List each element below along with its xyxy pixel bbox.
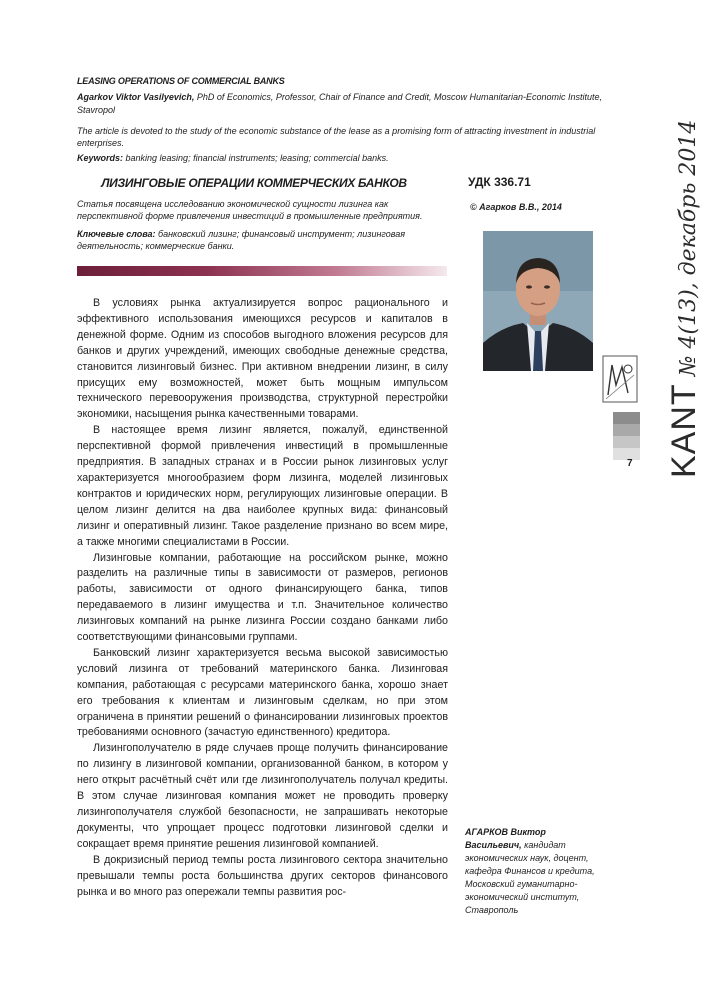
section-divider <box>77 266 447 276</box>
russian-abstract: Статья посвящена исследованию экономической сущности лизинга как перспективной форме привлечения инвестиций в промышленные предприятия. <box>77 199 423 221</box>
author-photo <box>483 231 593 371</box>
russian-keywords-text: банковский лизинг; финансовый инструмент; лизинговая деятельность; коммерческие банки. <box>77 229 406 251</box>
udk-code: УДК 336.71 <box>468 175 531 189</box>
paragraph: Лизингополучателю в ряде случаев проще получить финансирование по лизингу в лизинговой компании, организованной банком, в котором у него открыт расчётный счёт или где лизингополучатель получал кредиты. В этом случае лизинговая компания может не проводить проверку лизингополучателя службой безопасности, не запрашивать некоторые документы, что упрощает процесс подготовки лизинговой сделки и сокращает время принятие решения лизинговой компанией. <box>77 742 448 850</box>
paragraph: В настоящее время лизинг является, пожалуй, единственной перспективной формой привлечения инвестиций в промышленные предприятия. В западных странах и в России рынок лизинговых услуг характеризуется многообразием форм лизинга, моделей лизинговых контрактов и юридических норм, регулирующих лизинговые операции. В целом лизинг делится на два наиболее крупных вида: финансовый лизинг и оперативный лизинг. Такое разделение признано во всем мире, а также многими специалистами в России. <box>77 424 448 548</box>
journal-logo-icon <box>602 355 638 403</box>
english-author-line <box>77 91 604 117</box>
copyright-line: © Агарков В.В., 2014 <box>470 202 562 212</box>
english-keywords <box>77 153 604 163</box>
paragraph: Банковский лизинг характеризуется весьма высокой зависимостью условий лизинга от требований материнского банка. Лизинговая компания, работающая с ресурсами материнского банка, хорошо знает его требования к клиентам и лизинговым сделкам, но при этом ограничена в принятии решений о финансировании лизинговых проектов требованиями основного (зачастую единственного) кредитора. <box>77 646 448 739</box>
paragraph: Лизинговые компании, работающие на российском рынке, можно разделить на различные типы в зависимости от размеров, регионов работы, зависимости от одного финансирующего банка, типов передаваемого в лизинг имущества и т.п. Значительное количество лизинговых компаний на рынке лизинга России создано банками либо соответствующими финансовыми группами. <box>77 551 448 644</box>
english-keywords-text: banking leasing; financial instruments; leasing; commercial banks. <box>123 153 389 163</box>
russian-keywords-label: Ключевые слова: <box>77 229 156 239</box>
article-title: ЛИЗИНГОВЫЕ ОПЕРАЦИИ КОММЕРЧЕСКИХ БАНКОВ <box>101 176 407 190</box>
bio-name: АГАРКОВ Виктор Васильевич, <box>465 827 546 850</box>
swatch <box>613 436 640 448</box>
page-number: 7 <box>627 458 633 469</box>
russian-keywords <box>77 228 447 252</box>
article-body <box>77 296 448 900</box>
english-keywords-label: Keywords: <box>77 153 124 163</box>
author-bio <box>465 826 605 917</box>
journal-banner <box>665 88 705 478</box>
swatch <box>613 412 640 424</box>
author-portrait-illustration <box>483 231 593 371</box>
journal-name: KANT <box>665 383 703 478</box>
bio-details: кандидат экономических наук, доцент, кафедра Финансов и кредита, Московский гуманитарно-экономический институт, Ставрополь <box>465 840 595 915</box>
english-title: LEASING OPERATIONS OF COMMERCIAL BANKS <box>77 76 285 86</box>
english-abstract: The article is devoted to the study of the economic substance of the lease as a promising form of attracting investment in industrial enterprises. <box>77 126 596 148</box>
journal-issue: № 4(13), декабрь 2014 <box>676 119 701 377</box>
swatch <box>613 424 640 436</box>
paragraph: В докризисный период темпы роста лизингового сектора значительно превышали темпы роста большинства других секторов финансового рынка и во много раз опережали темпы развития рос- <box>77 853 448 898</box>
paragraph: В условиях рынка актуализируется вопрос рационального и эффективного использования имеющихся ресурсов и капиталов в денежной форме. Одним из способов выгодного вложения ресурсов для банков и других учреждений, имеющих свободные денежные средства, становится лизинговый бизнес. При активном внедрении лизинг, в силу присущих ему возможностей, может быть мощным импульсом технического перевооружения производства, структурной перестройки экономики, насыщения рынка качественными товарами. <box>77 297 448 421</box>
english-author-name: Agarkov Viktor Vasilyevich, <box>77 92 195 102</box>
english-author-info: PhD of Economics, Professor, Chair of Finance and Credit, Moscow Humanitarian-Economic Institute, Stavropol <box>77 92 603 115</box>
color-swatches <box>613 412 640 460</box>
